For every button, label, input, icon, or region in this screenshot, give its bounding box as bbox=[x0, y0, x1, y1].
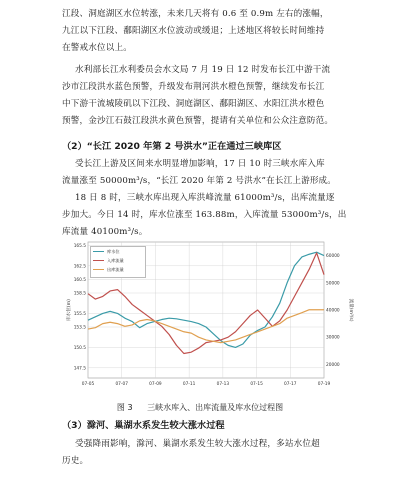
series-line-outflow bbox=[88, 310, 324, 343]
paragraph-line: 九江以下江段、鄱阳湖区水位波动或缓退；上述地区将较长时间维持 bbox=[62, 26, 325, 36]
paragraph-line: 18 日 8 时，三峡水库出现入库洪峰流量 61000m³/s，出库流量逐 bbox=[75, 193, 335, 203]
paragraph-line: 在警戒水位以上。 bbox=[62, 43, 132, 53]
paragraph-line: 受强降雨影响，滁河、巢湖水系发生较大涨水过程，多站水位超 bbox=[75, 439, 320, 449]
left-tick-label: 158.5 bbox=[73, 291, 86, 297]
paragraph-line: 受长江上游及区间来水明显增加影响，17 日 10 时三峡水库入库 bbox=[75, 159, 325, 169]
figure-caption bbox=[0, 402, 400, 413]
x-tick-label: 07-05 bbox=[81, 382, 95, 387]
x-tick-label: 07-19 bbox=[317, 382, 331, 387]
right-tick-label: 40000 bbox=[326, 308, 340, 314]
x-tick-label: 07-11 bbox=[182, 382, 196, 387]
legend-item-inflow bbox=[91, 256, 145, 265]
legend-label: 出库流量 bbox=[107, 267, 124, 272]
legend-label: 入库流量 bbox=[107, 258, 124, 263]
paragraph-line: 沙市江段洪水蓝色预警，升级发布荆河洪水橙色预警，继续发布长江 bbox=[62, 82, 325, 92]
chart-legend bbox=[90, 246, 146, 278]
x-tick-label: 07-09 bbox=[149, 382, 162, 387]
section-heading: （2）“长江 2020 年第 2 号洪水”正在通过三峡库区 bbox=[62, 141, 282, 152]
paragraph-line: 水利部长江水利委员会水文局 7 月 19 日 12 时发布长江中游干流 bbox=[75, 65, 331, 75]
paragraph-line: 江段、洞庭湖区水位转涨，未来几天将有 0.6 至 0.9m 左右的涨幅， bbox=[62, 9, 329, 19]
paragraph-line: 预警，金沙江石鼓江段洪水黄色预警，提请有关单位和公众注意防范。 bbox=[62, 116, 334, 126]
left-tick-label: 153.5 bbox=[73, 325, 86, 331]
x-tick-label: 07-17 bbox=[284, 382, 297, 387]
right-tick-label: 30000 bbox=[326, 335, 340, 341]
paragraph-line: 历史。 bbox=[62, 456, 89, 466]
legend-label: 库水位 bbox=[107, 249, 120, 254]
paragraph-line: 库流量 40100m³/s。 bbox=[62, 227, 148, 237]
paragraph-line: 流量涨至 50000m³/s，“长江 2020 年第 2 号洪水”在长江上游形成。 bbox=[62, 176, 337, 186]
reservoir-chart bbox=[64, 238, 354, 400]
x-tick-label: 07-07 bbox=[115, 382, 128, 387]
legend-swatch bbox=[93, 251, 104, 252]
x-tick-label: 07-13 bbox=[216, 382, 230, 387]
legend-swatch bbox=[93, 260, 104, 261]
caption-number: 图 3 bbox=[116, 403, 133, 412]
left-tick-label: 147.5 bbox=[73, 366, 86, 372]
paragraph-line: 步加大。今日 14 时，库水位涨至 163.88m，入库流量 53000m³/s，出 bbox=[62, 210, 347, 220]
legend-item-outflow bbox=[91, 265, 145, 274]
y-axis-label-right: 流量(m³/s) bbox=[348, 298, 353, 322]
section-heading: （3）滁河、巢湖水系发生较大涨水过程 bbox=[62, 420, 225, 431]
x-tick-label: 07-15 bbox=[250, 382, 263, 387]
left-tick-label: 150.5 bbox=[73, 345, 86, 351]
legend-swatch bbox=[93, 269, 104, 270]
paragraph-line: 中下游干流城陵矶以下江段、洞庭湖区、鄱阳湖区、水阳江洪水橙色 bbox=[62, 99, 325, 109]
left-tick-label: 160.5 bbox=[73, 277, 86, 283]
left-tick-label: 162.5 bbox=[73, 264, 86, 270]
left-tick-label: 155.5 bbox=[73, 311, 86, 317]
left-tick-label: 165.5 bbox=[73, 243, 86, 249]
right-tick-label: 60000 bbox=[326, 254, 340, 260]
y-axis-label-left: 库水位(m) bbox=[67, 299, 72, 321]
right-tick-label: 50000 bbox=[326, 281, 340, 287]
right-tick-label: 20000 bbox=[326, 362, 340, 368]
caption-text: 三峡水库入、出库流量及库水位过程图 bbox=[147, 403, 284, 412]
legend-item-level bbox=[91, 247, 145, 256]
